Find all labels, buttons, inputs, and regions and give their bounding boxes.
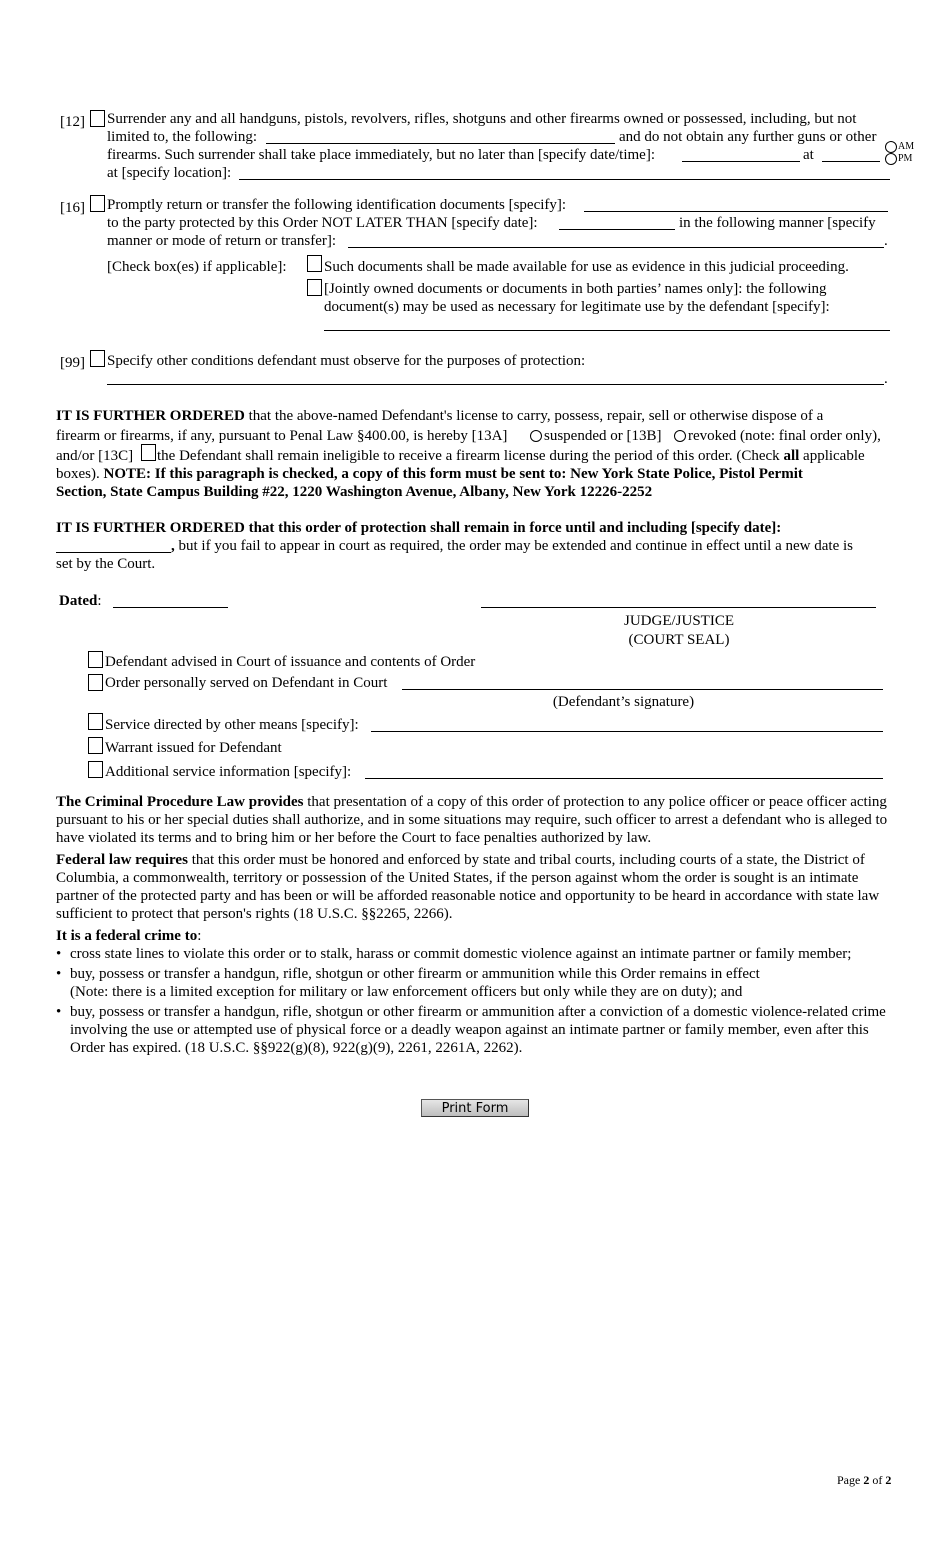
- defendant-signature-label: (Defendant’s signature): [552, 694, 695, 710]
- judge-label: JUDGE/JUSTICE: [623, 613, 734, 629]
- additional-service-field[interactable]: [365, 778, 883, 779]
- check-applicable-label: [Check box(es) if applicable]:: [107, 259, 287, 275]
- return-date-field[interactable]: [559, 229, 675, 230]
- surrender-time-field[interactable]: [822, 161, 880, 162]
- section-16-line2b: in the following manner [specify: [679, 215, 876, 231]
- section-12-at: at: [803, 147, 814, 163]
- duration-line3: set by the Court.: [56, 556, 156, 572]
- other-conditions-field[interactable]: [107, 384, 884, 385]
- section-12-number: [12]: [60, 114, 85, 130]
- license-line2b: suspended or [13B]: [544, 428, 662, 444]
- surrender-date-field[interactable]: [682, 161, 800, 162]
- served-checkbox[interactable]: [88, 674, 103, 691]
- section-99-checkbox[interactable]: [90, 350, 105, 367]
- warrant-label: Warrant issued for Defendant: [105, 740, 282, 756]
- section-99-number: [99]: [60, 355, 85, 371]
- advised-label: Defendant advised in Court of issuance and contents of Order: [105, 654, 476, 670]
- defendant-signature-field[interactable]: [402, 689, 883, 690]
- warrant-checkbox[interactable]: [88, 737, 103, 754]
- section-16-checkbox[interactable]: [90, 195, 105, 212]
- court-seal-label: (COURT SEAL): [628, 632, 730, 648]
- section-99-line1: Specify other conditions defendant must observe for the purposes of protection:: [107, 353, 586, 369]
- joint-documents-line2: document(s) may be used as necessary for legitimate use by the defendant [specify]:: [324, 299, 830, 315]
- period: .: [884, 371, 888, 387]
- evidence-option: Such documents shall be made available for use as evidence in this judicial proceeding.: [324, 259, 849, 275]
- joint-documents-field[interactable]: [324, 330, 890, 331]
- joint-documents-line1: [Jointly owned documents or documents in both parties’ names only]: the following: [324, 281, 827, 297]
- license-line2a: firearm or firearms, if any, pursuant to Penal Law §400.00, is hereby [13A]: [56, 428, 508, 444]
- print-form-button[interactable]: Print Form: [421, 1099, 529, 1117]
- ineligible-checkbox[interactable]: [141, 444, 156, 461]
- section-16-line3: manner or mode of return or transfer]:: [107, 233, 337, 249]
- license-line1: IT IS FURTHER ORDERED that the above-named Defendant's license to carry, possess, repair, sell or otherwise dispose of a: [56, 408, 824, 424]
- page-number: Page 2 of 2: [837, 1473, 892, 1487]
- firearms-list-field[interactable]: [266, 143, 615, 144]
- section-12-line4: at [specify location]:: [107, 165, 232, 181]
- license-line3a: and/or [13C]: [56, 448, 134, 464]
- license-line4: boxes). NOTE: If this paragraph is checked, a copy of this form must be sent to: New York State Police, Pistol Permit: [56, 466, 803, 482]
- section-12-line3a: firearms. Such surrender shall take place immediately, but no later than [specify date/time]:: [107, 147, 655, 163]
- federal-law-notice: Federal law requires that this order must be honored and enforced by state and tribal courts, including courts of a state, the District of Columbia, a commonwealth, territory or possession of the United States, if the person against whom the order is sought is an intimate partner of the protected party and has been or will be afforded reasonable notice and opportunity to be heard in accordance with state law sufficient to protect that person's rights (18 U.S.C. §§2265, 2266).: [56, 852, 880, 922]
- military-exception-note: (Note: there is a limited exception for military or law enforcement officers but only while they are on duty); and: [70, 984, 743, 1000]
- other-service-checkbox[interactable]: [88, 713, 103, 730]
- list-item: • buy, possess or transfer a handgun, rifle, shotgun or other firearm or ammunition while this Order remains in effect: [56, 966, 760, 982]
- am-radio[interactable]: [885, 141, 897, 153]
- criminal-procedure-notice: The Criminal Procedure Law provides that presentation of a copy of this order of protection to any police officer or peace officer acting pursuant to his or her special duties shall authorize, and in some situations may require, such officer to arrest a defendant who is alleged to have violated its terms and to bring him or her before the Court to face penalties authorized by law.: [56, 794, 888, 846]
- return-manner-field[interactable]: [348, 247, 884, 248]
- expiration-date-field[interactable]: [56, 552, 171, 553]
- license-line3: the Defendant shall remain ineligible to receive a firearm license during the period of this order. (Check all applicable: [157, 448, 865, 464]
- pm-label: PM: [898, 153, 913, 164]
- joint-documents-checkbox[interactable]: [307, 279, 322, 296]
- license-line2c: revoked (note: final order only),: [688, 428, 881, 444]
- additional-service-checkbox[interactable]: [88, 761, 103, 778]
- list-item: • buy, possess or transfer a handgun, rifle, shotgun or other firearm or ammunition after a conviction of a domestic violence-related crime involving the use or attempted use of physical force or a deadly weapon against an intimate partner or family member, even after this Order has expired. (18 U.S.C. §§922(g)(8), 922(g)(9), 2261, 2261A, 2262).: [56, 1004, 886, 1056]
- list-item: • cross state lines to violate this order or to stalk, harass or commit domestic violence against an intimate partner or family member;: [56, 946, 852, 962]
- served-label: Order personally served on Defendant in Court: [105, 675, 388, 691]
- suspended-radio[interactable]: [530, 430, 542, 442]
- pm-radio[interactable]: [885, 153, 897, 165]
- duration-line1: IT IS FURTHER ORDERED that this order of protection shall remain in force until and including [specify date]:: [56, 520, 782, 536]
- other-service-field[interactable]: [371, 731, 883, 732]
- section-16-line2a: to the party protected by this Order NOT LATER THAN [specify date]:: [107, 215, 538, 231]
- dated-field[interactable]: [113, 607, 228, 608]
- section-12-line2b: and do not obtain any further guns or other: [619, 129, 877, 145]
- additional-service-label: Additional service information [specify]:: [105, 764, 352, 780]
- section-16-line1: Promptly return or transfer the following identification documents [specify]:: [107, 197, 567, 213]
- period: .: [884, 233, 888, 249]
- other-service-label: Service directed by other means [specify]:: [105, 717, 359, 733]
- surrender-location-field[interactable]: [239, 179, 890, 180]
- duration-line2: , but if you fail to appear in court as required, the order may be extended and continue in effect until a new date is: [171, 538, 853, 554]
- federal-crime-heading: It is a federal crime to:: [56, 928, 202, 944]
- section-12-checkbox[interactable]: [90, 110, 105, 127]
- am-label: AM: [898, 141, 915, 152]
- evidence-checkbox[interactable]: [307, 255, 322, 272]
- section-12-line2a: limited to, the following:: [107, 129, 257, 145]
- section-16-number: [16]: [60, 200, 85, 216]
- revoked-radio[interactable]: [674, 430, 686, 442]
- license-line5: Section, State Campus Building #22, 1220 Washington Avenue, Albany, New York 12226-2252: [56, 484, 653, 500]
- judge-signature-line[interactable]: [481, 607, 876, 608]
- section-12-line1: Surrender any and all handguns, pistols, revolvers, rifles, shotguns and other firearms owned or possessed, including, but not: [107, 111, 857, 127]
- dated-label: Dated:: [59, 593, 102, 609]
- id-documents-field[interactable]: [584, 211, 888, 212]
- advised-checkbox[interactable]: [88, 651, 103, 668]
